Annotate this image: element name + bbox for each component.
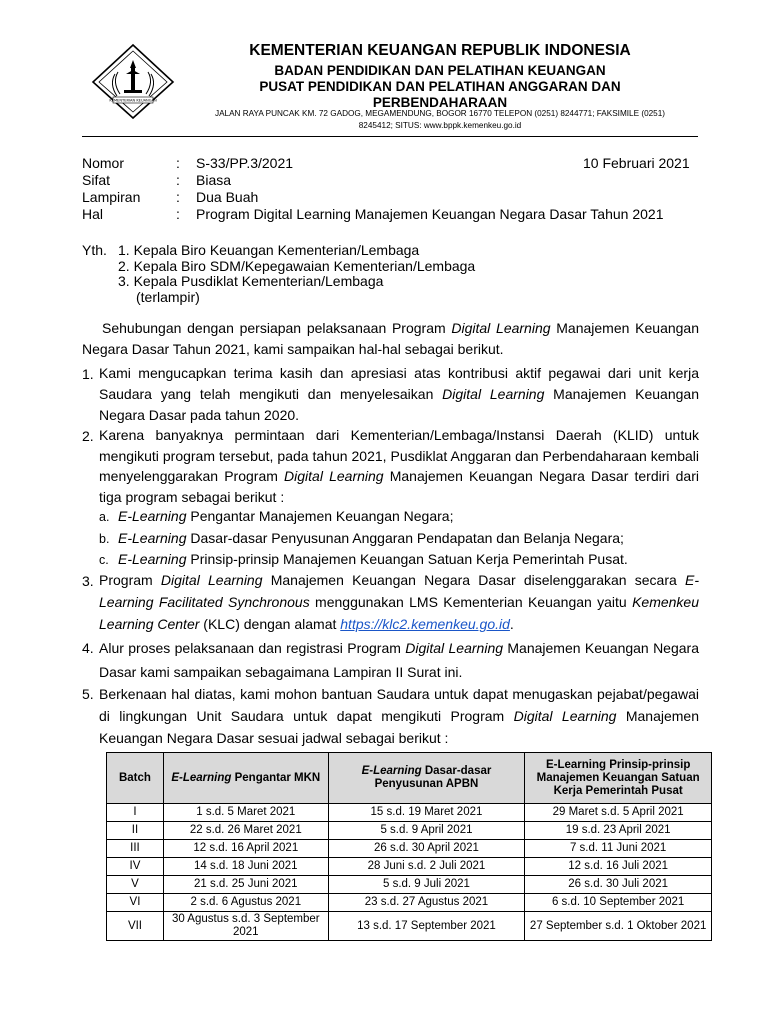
colon: : xyxy=(176,189,180,205)
table-cell: 5 s.d. 9 Juli 2021 xyxy=(328,876,525,894)
nomor-value: S-33/PP.3/2021 xyxy=(196,155,294,171)
letterhead-divider xyxy=(82,136,698,137)
table-cell: VI xyxy=(107,894,164,912)
table-cell: 30 Agustus s.d. 3 September 2021 xyxy=(163,912,328,941)
center-name-line2: PERBENDAHARAAN xyxy=(372,95,508,110)
table-row xyxy=(107,876,712,894)
program-item: a. E-Learning Pengantar Manajemen Keuangan Negara; xyxy=(99,508,454,524)
point-number: 1. xyxy=(82,366,94,382)
table-cell: 19 s.d. 23 April 2021 xyxy=(525,822,712,840)
schedule-table xyxy=(106,752,712,941)
table-cell: 28 Juni s.d. 2 Juli 2021 xyxy=(328,858,525,876)
point-1: Kami mengucapkan terima kasih dan apresiasi atas kontribusi aktif pegawai dari unit kerja Saudara yang telah mengikuti dan menyelesaikan Digital Learning Manajemen Keuangan Negara Dasar pada tahun 2020. xyxy=(99,365,699,423)
point-number: 5. xyxy=(82,686,94,702)
ministry-name: KEMENTERIAN KEUANGAN REPUBLIK INDONESIA xyxy=(249,42,631,59)
table-cell: 26 s.d. 30 Juli 2021 xyxy=(525,876,712,894)
letterhead-address xyxy=(190,108,690,132)
sifat-label: Sifat xyxy=(82,172,111,188)
intro-paragraph: Sehubungan dengan persiapan pelaksanaan Program Digital Learning Manajemen Keuangan Negara Dasar Tahun 2021, kami sampaikan hal-hal sebagai berikut. xyxy=(82,320,699,357)
table-cell: III xyxy=(107,840,164,858)
point-3: Program Digital Learning Manajemen Keuangan Negara Dasar diselenggarakan secara E-Learning Facilitated Synchronous menggunakan LMS Kementerian Keuangan yaitu Kemenkeu Learning Center (KLC) dengan alamat https://klc2.kemenkeu.go.id. xyxy=(99,572,700,632)
table-cell: 29 Maret s.d. 5 April 2021 xyxy=(525,804,712,822)
table-cell: 22 s.d. 26 Maret 2021 xyxy=(163,822,328,840)
table-cell: 5 s.d. 9 April 2021 xyxy=(328,822,525,840)
point-number: 4. xyxy=(82,640,94,656)
table-row xyxy=(107,804,712,822)
table-cell: 27 September s.d. 1 Oktober 2021 xyxy=(525,912,712,941)
letter-date: 10 Februari 2021 xyxy=(583,155,690,171)
center-name-line1: PUSAT PENDIDIKAN DAN PELATIHAN ANGGARAN DAN xyxy=(259,79,621,94)
address-line: JALAN RAYA PUNCAK KM. 72 GADOG, MEGAMENDUNG, BOGOR 16770 TELEPON (0251) 8244771; FAKSIMILE (0251) xyxy=(214,109,666,118)
colon: : xyxy=(176,155,180,171)
yth-label: Yth. xyxy=(82,242,107,258)
ministry-seal-logo xyxy=(88,42,178,120)
colon: : xyxy=(176,206,180,222)
table-cell: I xyxy=(107,804,164,822)
table-cell: 12 s.d. 16 April 2021 xyxy=(163,840,328,858)
table-row xyxy=(107,912,712,941)
colon: : xyxy=(176,172,180,188)
table-cell: 13 s.d. 17 September 2021 xyxy=(328,912,525,941)
header-pengantar-mkn: E-Learning Pengantar MKN xyxy=(163,753,328,804)
sifat-value: Biasa xyxy=(196,172,232,188)
recipient-note: (terlampir) xyxy=(136,289,200,305)
table-cell: 1 s.d. 5 Maret 2021 xyxy=(163,804,328,822)
klc-link[interactable]: https://klc2.kemenkeu.go.id xyxy=(340,616,510,632)
table-row xyxy=(107,840,712,858)
hal-label: Hal xyxy=(82,206,104,222)
table-cell: 26 s.d. 30 April 2021 xyxy=(328,840,525,858)
table-row xyxy=(107,858,712,876)
program-item: b. E-Learning Dasar-dasar Penyusunan Anggaran Pendapatan dan Belanja Negara; xyxy=(99,529,624,546)
table-header-row xyxy=(107,753,712,804)
recipient-item: 2. Kepala Biro SDM/Kepegawaian Kementerian/Lembaga xyxy=(118,258,476,274)
table-cell: IV xyxy=(107,858,164,876)
table-row xyxy=(107,822,712,840)
header-dasar-apbn: E-Learning Dasar-dasar Penyusunan APBN xyxy=(328,753,525,804)
table-cell: V xyxy=(107,876,164,894)
recipient-item: 1. Kepala Biro Keuangan Kementerian/Lembaga xyxy=(118,242,420,258)
lampiran-value: Dua Buah xyxy=(196,189,259,205)
program-list xyxy=(99,506,699,571)
table-cell: 21 s.d. 25 Juni 2021 xyxy=(163,876,328,894)
program-item: c. E-Learning Prinsip-prinsip Manajemen Keuangan Satuan Kerja Pemerintah Pusat. xyxy=(99,551,628,567)
point-4: Alur proses pelaksanaan dan registrasi Program Digital Learning Manajemen Keuangan Negara Dasar kami sampaikan sebagaimana Lampiran II Surat ini. xyxy=(99,640,699,680)
agency-name: BADAN PENDIDIKAN DAN PELATIHAN KEUANGAN xyxy=(274,63,606,78)
table-cell: 6 s.d. 10 September 2021 xyxy=(525,894,712,912)
table-row xyxy=(107,894,712,912)
header-prinsip-mk: E-Learning Prinsip-prinsip Manajemen Keuangan Satuan Kerja Pemerintah Pusat xyxy=(525,753,712,804)
table-cell: 14 s.d. 18 Juni 2021 xyxy=(163,858,328,876)
nomor-label: Nomor xyxy=(82,155,125,171)
point-number: 2. xyxy=(82,428,94,444)
point-5: Berkenaan hal diatas, kami mohon bantuan Saudara untuk dapat menugaskan pejabat/pegawai di lingkungan Unit Saudara untuk dapat mengikuti Program Digital Learning Manajemen Keuangan Negara Dasar sesuai jadwal sebagai berikut : xyxy=(99,686,699,746)
hal-value: Program Digital Learning Manajemen Keuangan Negara Dasar Tahun 2021 xyxy=(196,206,664,222)
table-cell: 7 s.d. 11 Juni 2021 xyxy=(525,840,712,858)
table-cell: 15 s.d. 19 Maret 2021 xyxy=(328,804,525,822)
lampiran-label: Lampiran xyxy=(82,189,141,205)
address-line: 8245412; SITUS: www.bppk.kemenkeu.go.id xyxy=(358,121,522,130)
table-cell: 2 s.d. 6 Agustus 2021 xyxy=(163,894,328,912)
table-cell: 12 s.d. 16 Juli 2021 xyxy=(525,858,712,876)
recipient-item: 3. Kepala Pusdiklat Kementerian/Lembaga xyxy=(118,273,384,289)
svg-text:KEMENTERIAN KEUANGAN: KEMENTERIAN KEUANGAN xyxy=(109,98,157,103)
table-cell: VII xyxy=(107,912,164,941)
table-cell: II xyxy=(107,822,164,840)
point-number: 3. xyxy=(82,573,94,589)
table-cell: 23 s.d. 27 Agustus 2021 xyxy=(328,894,525,912)
point-2: Karena banyaknya permintaan dari Kementerian/Lembaga/Instansi Daerah (KLID) untuk mengikuti program tersebut, pada tahun 2021, Pusdiklat Anggaran dan Perbendaharaan kembali menyelenggarakan Program Digital Learning Manajemen Keuangan Negara Dasar terdiri dari tiga program sebagai berikut : xyxy=(99,427,699,505)
header-batch: Batch xyxy=(107,753,164,804)
